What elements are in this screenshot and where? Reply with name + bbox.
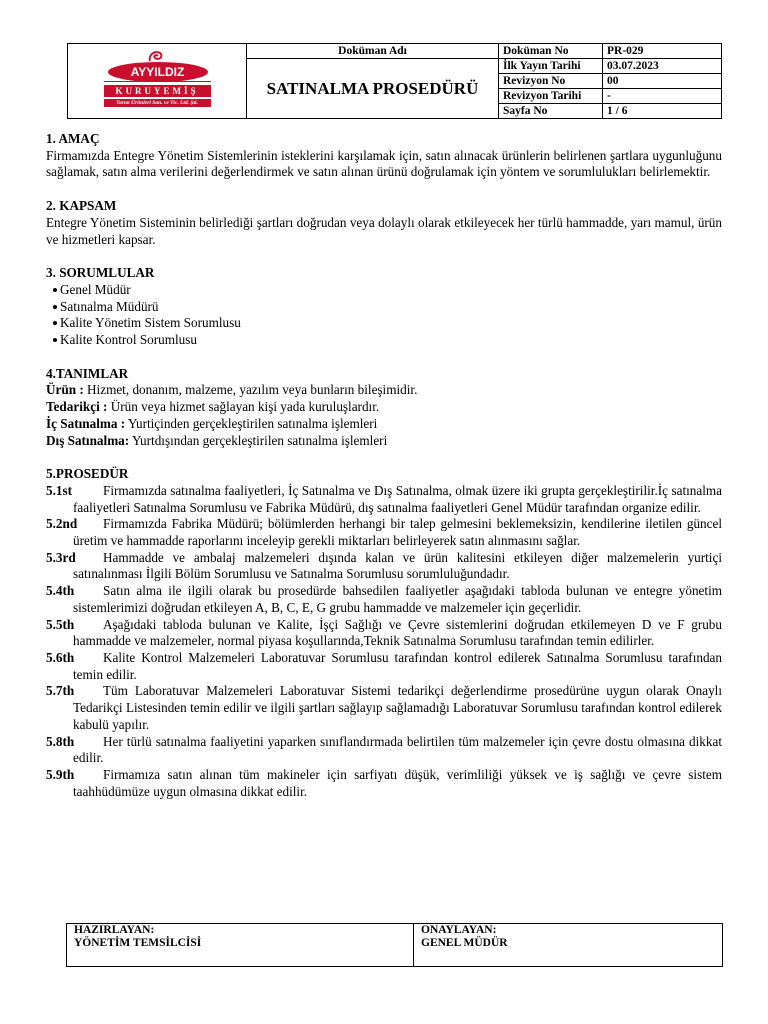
list-item: Kalite Kontrol Sorumlusu <box>53 332 722 349</box>
section-text-kapsam: Entegre Yönetim Sisteminin belirlediği şartları doğrudan veya dolaylı olarak etkileyecek her türlü hammadde, yarı mamul, ürün ve hizmetleri kapsar. <box>46 214 722 247</box>
prepared-label: HAZIRLAYAN: <box>74 924 155 936</box>
approved-by-cell <box>414 924 723 967</box>
meta-value-revision-date: - <box>603 89 722 104</box>
prepared-by: YÖNETİM TEMSİLCİSİ <box>74 937 202 949</box>
section-title-kapsam: 2. KAPSAM <box>46 198 117 214</box>
company-logo <box>100 49 215 113</box>
meta-label-page-no: Sayfa No <box>499 104 603 119</box>
section-title-prosedur: 5.PROSEDÜR <box>46 466 129 482</box>
document-body <box>46 131 722 800</box>
list-item: Kalite Yönetim Sistem Sorumlusu <box>53 315 722 332</box>
approved-label: ONAYLAYAN: <box>421 924 497 936</box>
procedure-step: 5.7th Tüm Laboratuvar Malzemeleri Laboratuvar Sistemi tedarikçi değerlendirme prosedürüne uygun olarak Onaylı Tedarikçi Listesinden temin edilir ve ilgili şartları sağlayıp sağlamadığı Laboratuvar Sorumlusu tarafından kontrol edilerek kabulü yapılır. <box>46 683 722 732</box>
procedure-step: 5.2nd Firmamızda Fabrika Müdürü; bölümlerden herhangi bir talep gelmesini beklemeksizin, kendilerine iletilen güncel üretim ve hammadde raporlarını inceleyip gerekli miktarları belirleyerek satın alınmasını sağlar. <box>46 516 722 549</box>
meta-value-page-no: 1 / 6 <box>603 104 722 119</box>
company-logo-cell <box>68 44 247 119</box>
section-text-amac: Firmamızda Entegre Yönetim Sistemlerinin isteklerini karşılamak için, satın alınacak ürünlerin belirlenen şartlara uygunluğunu sağlamak, satın alma verilerini değerlendirmek ve satın alınan ürünü doğrulamak için yöntem ve sorumlulukları belirlemektir. <box>46 147 722 180</box>
logo-divider <box>104 81 211 82</box>
bullet-icon <box>53 305 57 309</box>
prepared-by-cell <box>67 924 414 967</box>
procedure-step: 5.5th Aşağıdaki tabloda bulunan ve Kalite, İşçi Sağlığı ve Çevre sistemlerini doğrudan etkilemeyen D ve F grubu hammadde ve malzemeler, normal piyasa koşullarında,Teknik Satınalma Sorumlusu tarafından temin edilirler. <box>46 616 722 649</box>
section-title-sorumlular: 3. SORUMLULAR <box>46 265 155 281</box>
procedure-step: 5.1st Firmamızda satınalma faaliyetleri, İç Satınalma ve Dış Satınalma, olmak üzere iki grupta gerçekleştirilir.İç satınalma faaliyetleri Satınalma Sorumlusu ve Fabrika Müdürü, dış satınalma faaliyetleri Genel Müdür tarafından organize edilir. <box>46 482 722 515</box>
approval-footer-table <box>66 923 723 967</box>
meta-value-doc-no: PR-029 <box>603 44 722 59</box>
definition-item: Dış Satınalma: Yurtdışından gerçekleştirilen satınalma işlemleri <box>46 432 388 448</box>
meta-label-doc-no: Doküman No <box>499 44 603 59</box>
bullet-icon <box>53 321 57 325</box>
document-header-table <box>67 43 722 119</box>
doc-name-label: Doküman Adı <box>247 44 499 59</box>
section-title-amac: 1. AMAÇ <box>46 131 100 146</box>
logo-tagline: Tarım Ürünleri San. ve Tic. Ltd. Şti. <box>104 99 211 107</box>
meta-label-revision-no: Revizyon No <box>499 74 603 89</box>
definition-item: Tedarikçi : Ürün veya hizmet sağlayan kişi yada kuruluşlardır. <box>46 399 380 415</box>
procedure-step: 5.3rd Hammadde ve ambalaj malzemeleri dışında kalan ve ürün kalitesini etkileyen diğer malzemelerin yurtiçi satınalınması İlgili Bölüm Sorumlusu ve Satınalma Sorumlusu sorumluluğundadır. <box>46 549 722 582</box>
meta-value-revision-no: 00 <box>603 74 722 89</box>
list-item: Satınalma Müdürü <box>53 299 722 316</box>
procedure-step: 5.8th Her türlü satınalma faaliyetini yaparken sınıflandırmada belirtilen tüm malzemeler için çevre dostu olmasına dikkat edilir. <box>46 733 722 766</box>
document-title: SATINALMA PROSEDÜRÜ <box>247 59 499 119</box>
procedure-step: 5.6th Kalite Kontrol Malzemeleri Laboratuvar Sorumlusu tarafından kontrol edilerek Satınalma Sorumlusu tarafından temin edilir. <box>46 649 722 682</box>
bullet-icon <box>53 288 57 292</box>
responsibles-list <box>46 282 722 349</box>
section-title-tanimlar: 4.TANIMLAR <box>46 365 129 381</box>
meta-label-revision-date: Revizyon Tarihi <box>499 89 603 104</box>
procedure-step: 5.9th Firmamıza satın alınan tüm makineler için sarfiyatı düşük, verimliliği yüksek ve iş sağlığı ve çevre sistem taahhüdümüze uygun olmasına dikkat edilir. <box>46 766 722 799</box>
procedure-step: 5.4th Satın alma ile ilgili olarak bu prosedürde bahsedilen faaliyetler aşağıdaki tabloda bulunan ve entegre yönetim sistemlerimizi doğrudan etkileyen A, B, C, E, G grubu hammadde ve malzemeler için geçerlidir. <box>46 583 722 615</box>
definition-item: Ürün : Hizmet, donanım, malzeme, yazılım veya bunların bileşimidir. <box>46 382 418 398</box>
list-item: Genel Müdür <box>53 282 722 299</box>
meta-value-first-issue: 03.07.2023 <box>603 59 722 74</box>
definition-item: İç Satınalma : Yurtiçinden gerçekleştirilen satınalma işlemleri <box>46 415 378 431</box>
approved-by: GENEL MÜDÜR <box>421 937 508 949</box>
meta-label-first-issue: İlk Yayın Tarihi <box>499 59 603 74</box>
logo-band-text: KURUYEMİŞ <box>104 85 211 97</box>
bullet-icon <box>53 338 57 342</box>
logo-brand-text: AYYILDIZ <box>108 62 208 82</box>
